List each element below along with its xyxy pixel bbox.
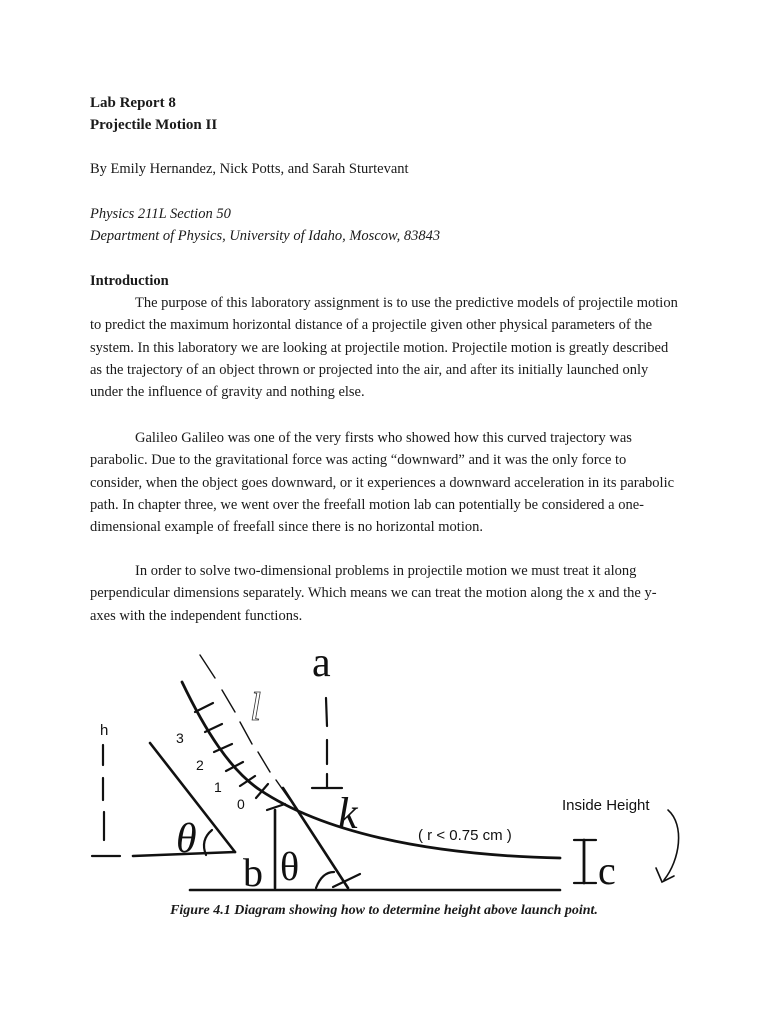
paragraph-text: In order to solve two-dimensional problems in projectile motion we must treat it along perpendicular dimensions separately. Which means we can treat the motion along the x and the y-axes with the independent functions. — [90, 563, 657, 624]
label-theta-left: θ — [176, 816, 197, 862]
label-tick-2: 2 — [196, 757, 204, 773]
label-b: b — [243, 850, 263, 895]
label-k: k — [338, 789, 358, 838]
label-radius: ( r < 0.75 cm ) — [418, 827, 512, 844]
label-inside-height: Inside Height — [562, 797, 650, 814]
report-title: Projectile Motion II — [90, 117, 218, 133]
label-c: c — [598, 848, 616, 893]
paragraph-text: Galileo Galileo was one of the very firsts who showed how this curved trajectory was parabolic. Due to the gravitational force was acting “downward” and it was the only force to consider, when the object goes downward, or it experiences a downward acceleration in its parabolic path. In chapter three, we went over the freefall motion lab can potentially be considered a one-dimensional example of freefall since there is no horizontal motion. — [90, 430, 675, 536]
label-tick-0: 0 — [237, 796, 245, 812]
theta-left-arc — [204, 830, 212, 855]
introduction-heading: Introduction — [90, 273, 169, 289]
b-top-cap — [267, 804, 285, 810]
launch-height-diagram — [0, 640, 768, 900]
tick-mark — [226, 762, 243, 771]
course-line: Physics 211L Section 50 — [90, 206, 231, 222]
tick-3-mark — [195, 703, 213, 712]
label-l: l — [250, 684, 262, 729]
label-h: h — [100, 722, 109, 739]
intro-paragraph-2 — [90, 427, 680, 538]
label-a: a — [312, 640, 331, 686]
label-theta-center: θ — [280, 844, 300, 889]
tick-0-mark — [256, 784, 268, 798]
theta-center-arc — [316, 872, 334, 888]
inside-height-arrow — [664, 810, 679, 880]
a-dash — [326, 698, 327, 726]
label-tick-3: 3 — [176, 730, 184, 746]
figure-caption: Figure 4.1 Diagram showing how to determine height above launch point. — [170, 903, 598, 918]
report-number: Lab Report 8 — [90, 95, 176, 111]
intro-paragraph-3 — [90, 560, 680, 627]
department-line: Department of Physics, University of Idaho, Moscow, 83843 — [90, 228, 441, 244]
authors-line: By Emily Hernandez, Nick Potts, and Sarah Sturtevant — [90, 161, 409, 177]
intro-paragraph-1 — [90, 292, 680, 403]
label-tick-1: 1 — [214, 779, 222, 795]
paragraph-text: The purpose of this laboratory assignment is to use the predictive models of projectile motion to predict the maximum horizontal distance of a projectile given other physical parameters of the system. In this laboratory we are looking at projectile motion. Projectile motion is greatly described as the trajectory of an object thrown or projected into the air, and after its initially launched only under the influence of gravity and nothing else. — [90, 295, 678, 401]
